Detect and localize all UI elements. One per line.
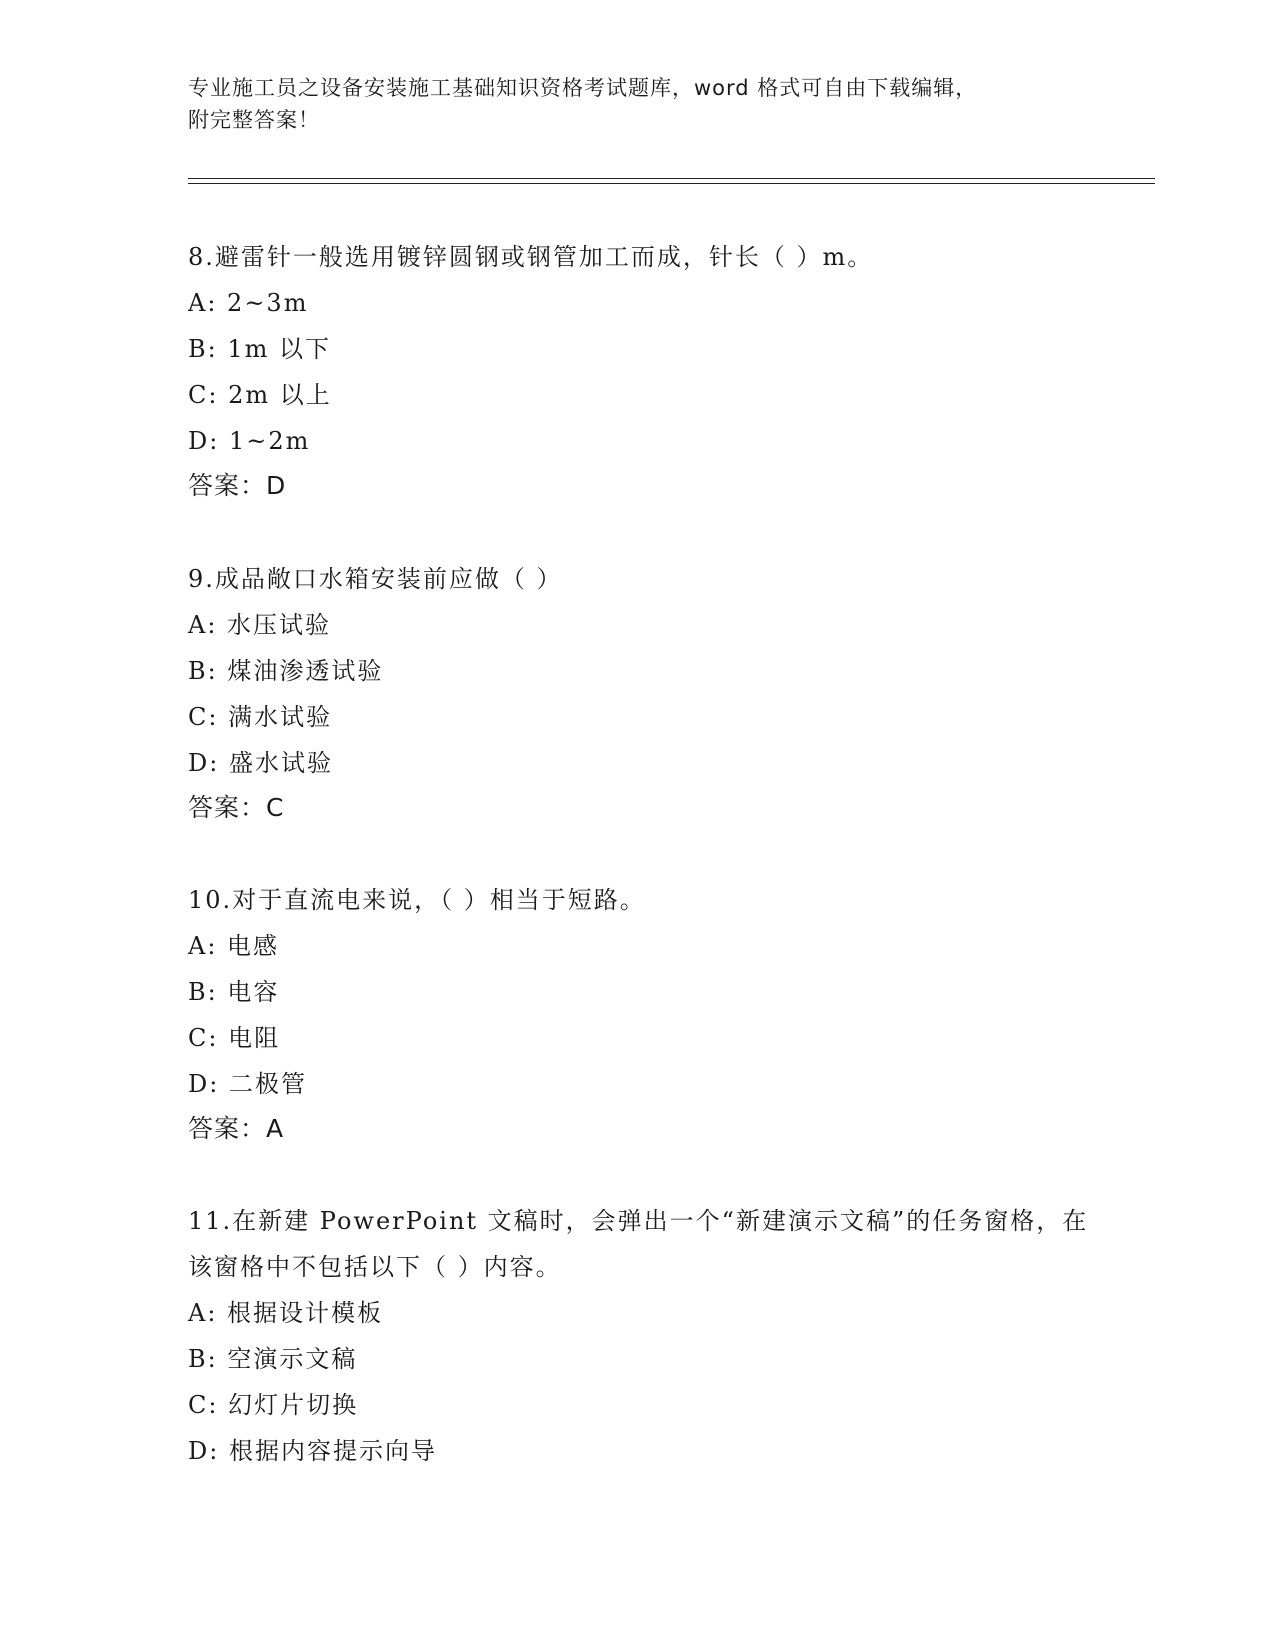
answer: 答案：A [188,1114,285,1143]
question-11 [188,1198,1108,1474]
option-a: A: 2~3m [188,289,309,317]
option-d: D: 1~2m [188,427,311,455]
option-c: C: 满水试验 [188,703,333,731]
header-divider-bottom [188,183,1155,184]
option-a: A: 电感 [188,932,280,960]
option-a: A: 水压试验 [188,611,332,639]
question-8 [188,234,1108,508]
option-a: A: 根据设计模板 [188,1299,384,1327]
question-stem: 8.避雷针一般选用镀锌圆钢或钢管加工而成，针长（ ）m。 [188,243,874,271]
option-d: D: 根据内容提示向导 [188,1437,437,1465]
answer: 答案：D [188,471,287,500]
header-line-2: 附完整答案！ [188,108,320,132]
header-divider-top [188,178,1155,179]
answer: 答案：C [188,793,285,822]
question-10 [188,877,1108,1151]
question-stem: 11.在新建 PowerPoint 文稿时，会弹出一个“新建演示文稿”的任务窗格，在该窗格中不包括以下（ ）内容。 [188,1207,1089,1281]
option-b: B: 1m 以下 [188,335,332,363]
option-d: D: 二极管 [188,1070,307,1098]
option-b: B: 煤油渗透试验 [188,657,384,685]
question-stem: 10.对于直流电来说，（ ）相当于短路。 [188,886,646,914]
document-header [188,72,1088,136]
option-c: C: 2m 以上 [188,381,332,409]
question-9 [188,556,1108,830]
option-d: D: 盛水试验 [188,749,333,777]
header-line-1: 专业施工员之设备安装施工基础知识资格考试题库，word 格式可自由下载编辑， [188,76,978,100]
question-stem: 9.成品敞口水箱安装前应做（ ） [188,565,563,593]
option-b: B: 空演示文稿 [188,1345,358,1373]
option-c: C: 电阻 [188,1024,281,1052]
option-b: B: 电容 [188,978,280,1006]
option-c: C: 幻灯片切换 [188,1391,359,1419]
